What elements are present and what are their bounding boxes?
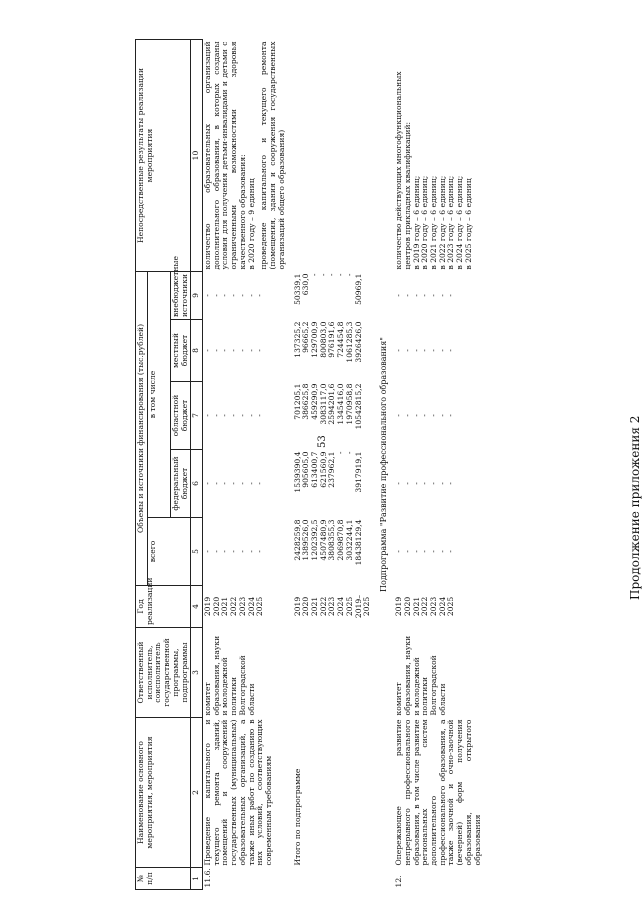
extrabudget-value: - bbox=[318, 273, 328, 277]
extrabudget-value: - bbox=[327, 273, 337, 277]
header-extrabudget: внебюджетные источники bbox=[170, 272, 190, 320]
measure-name: Проведение капитального и текущего ремонта зданий, помещений и сооружений государственных (муниципальных) образовательных организаций, а также иных работ по созданию в них условий, соответствующих современным требованиям bbox=[203, 719, 274, 866]
dash-cell: - - - - - - - bbox=[203, 414, 265, 417]
regional-value: 10542815,2 bbox=[353, 383, 363, 430]
result-a: количество образовательных организаций дополнительного образования, в которых созданы условия для получения детьми-инвалидами и детьми с ограниченными возможностями здоровья качественного образования: bbox=[203, 41, 247, 270]
regional-value: 386625,8 bbox=[301, 383, 311, 420]
header-num: № п/п bbox=[136, 868, 191, 890]
header-regional: областной бюджет bbox=[170, 382, 190, 450]
year: 2019 bbox=[394, 596, 404, 617]
result-intro: количество действующих многофункциональных центров прикладных квалификаций: bbox=[394, 71, 412, 270]
federal-value: 1539390,4 bbox=[292, 451, 302, 493]
year: 2021 bbox=[309, 596, 319, 617]
regional-value: 1345416,0 bbox=[336, 383, 346, 425]
extrabudget-value: - bbox=[309, 273, 319, 277]
funding-table bbox=[135, 39, 483, 890]
result-item: в 2025 году – 6 единиц bbox=[463, 178, 473, 270]
col-number: 1 bbox=[191, 868, 203, 890]
local-value: 3926426,0 bbox=[353, 321, 363, 363]
year: 2023 bbox=[327, 596, 337, 617]
year: 2019–2025 bbox=[353, 594, 372, 619]
federal-value: 3917919,1 bbox=[353, 451, 363, 493]
local-value: 976191,6 bbox=[327, 321, 337, 358]
result-item: в 2023 году – 6 единиц; bbox=[446, 175, 456, 270]
year: 2022 bbox=[229, 596, 239, 617]
header-federal: федеральный бюджет bbox=[170, 450, 190, 518]
col-number: 3 bbox=[191, 628, 203, 718]
local-value: 724454,8 bbox=[336, 321, 346, 358]
result-item: в 2021 году – 6 единиц; bbox=[429, 175, 439, 270]
total-value: 3032244,1 bbox=[344, 519, 354, 561]
col-number: 2 bbox=[191, 718, 203, 868]
year: 2019 bbox=[292, 596, 302, 617]
year: 2024 bbox=[246, 596, 256, 617]
year: 2021 bbox=[220, 596, 230, 617]
local-value: 129700,9 bbox=[309, 321, 319, 358]
total-value: 1202392,5 bbox=[309, 519, 319, 561]
col-number: 8 bbox=[191, 320, 203, 382]
appendix-continuation-title: Продолжение приложения 2 bbox=[628, 415, 642, 600]
total-value: 2428259,8 bbox=[292, 519, 302, 561]
result-a2: в 2020 году – 9 единиц bbox=[246, 178, 256, 270]
executor: комитет образования, науки и молодежной политики Волгоградской области bbox=[394, 635, 447, 716]
header-result: Непосредственные результаты реализации мероприятия bbox=[136, 40, 191, 272]
header-total: всего bbox=[147, 518, 191, 586]
result-b: проведение капитального и текущего ремонта (помещения, здания и сооружения государственных организаций общего образования) bbox=[259, 41, 286, 270]
year: 2020 bbox=[301, 596, 311, 617]
result-item: в 2022 году – 6 единиц; bbox=[437, 175, 447, 270]
federal-value: 613400,7 bbox=[309, 451, 319, 488]
header-local: местный бюджет bbox=[170, 320, 190, 382]
row-number: 11.6. bbox=[203, 868, 213, 888]
dash-cell: - - - - - - - bbox=[394, 414, 456, 417]
total-label: Итого по подпрограмме bbox=[292, 768, 302, 866]
funding-table-rotated bbox=[135, 40, 625, 890]
extrabudget-value: - bbox=[336, 273, 346, 277]
result-text bbox=[394, 40, 483, 272]
dash-cell: - - - - - - - bbox=[203, 294, 265, 297]
year: 2024 bbox=[336, 596, 346, 617]
dash-cell: - - - - - - - bbox=[394, 482, 456, 485]
col-number: 10 bbox=[191, 40, 203, 272]
result-item: в 2020 году – 6 единиц; bbox=[420, 175, 430, 270]
header-incl: в том числе bbox=[147, 272, 170, 518]
year: 2025 bbox=[446, 596, 456, 617]
year: 2019 bbox=[203, 596, 213, 617]
col-number: 7 bbox=[191, 382, 203, 450]
total-value: 3808355,3 bbox=[327, 519, 337, 561]
header-year: Год реализации bbox=[136, 586, 191, 628]
extrabudget-value: 50339,1 bbox=[292, 273, 302, 305]
extrabudget-value: 50969,1 bbox=[353, 273, 363, 305]
federal-value: - bbox=[336, 451, 346, 455]
total-value: 18438129,4 bbox=[353, 519, 363, 566]
local-value: 137325,2 bbox=[292, 321, 302, 358]
year: 2021 bbox=[411, 596, 421, 617]
row-number: 12. bbox=[394, 875, 404, 888]
regional-value: 459290,9 bbox=[309, 383, 319, 420]
col-number: 5 bbox=[191, 518, 203, 586]
result-item: в 2019 году – 6 единиц; bbox=[411, 175, 421, 270]
year: 2023 bbox=[429, 596, 439, 617]
subprogram-heading-row bbox=[373, 40, 394, 890]
regional-value: 1970958,8 bbox=[344, 383, 354, 425]
year: 2023 bbox=[237, 596, 247, 617]
local-value: 96665,2 bbox=[301, 321, 311, 353]
year: 2022 bbox=[420, 596, 430, 617]
dash-cell: - - - - - - - bbox=[203, 482, 265, 485]
executor: комитет образования, науки и молодежной политики Волгоградской области bbox=[203, 635, 256, 716]
total-value: 1389526,0 bbox=[301, 519, 311, 561]
extrabudget-value: 630,0 bbox=[301, 273, 311, 296]
col-number: 4 bbox=[191, 586, 203, 628]
dash-cell: - - - - - - - bbox=[394, 349, 456, 352]
result-text bbox=[203, 40, 288, 272]
page-number: 53 bbox=[317, 435, 328, 448]
year: 2024 bbox=[437, 596, 447, 617]
dash-cell: - - - - - - - bbox=[394, 294, 456, 297]
local-value: 1061285,3 bbox=[344, 321, 354, 363]
year: 2022 bbox=[318, 596, 328, 617]
table-row-11-6 bbox=[203, 40, 288, 890]
result-item: в 2024 году – 6 единиц; bbox=[455, 175, 465, 270]
year: 2025 bbox=[255, 596, 265, 617]
federal-value: 905605,0 bbox=[301, 451, 311, 488]
year: 2025 bbox=[344, 596, 354, 617]
federal-value: 621560,9 bbox=[318, 451, 328, 488]
local-value: 800803,0 bbox=[318, 321, 328, 358]
table-row-12 bbox=[394, 40, 483, 890]
regional-value: 701205,1 bbox=[292, 383, 302, 420]
header-executor: Ответственный исполнитель, соисполнитель государственной программы, подпрограммы bbox=[136, 628, 191, 718]
regional-value: 3083117,0 bbox=[318, 383, 328, 425]
header-funding: Объемы и источники финансирования (тыс.рублей) bbox=[136, 272, 148, 586]
col-number: 6 bbox=[191, 450, 203, 518]
dash-cell: - - - - - - - bbox=[394, 550, 456, 553]
subprogram-title: Подпрограмма "Развитие профессионального образования" bbox=[378, 337, 388, 592]
total-value: 2069870,8 bbox=[336, 519, 346, 561]
dash-cell: - - - - - - - bbox=[203, 550, 265, 553]
year: 2020 bbox=[211, 596, 221, 617]
federal-value: 237962,1 bbox=[327, 451, 337, 488]
year: 2020 bbox=[402, 596, 412, 617]
regional-value: 2594201,6 bbox=[327, 383, 337, 425]
extrabudget-value: - bbox=[344, 273, 354, 277]
dash-cell: - - - - - - - bbox=[203, 349, 265, 352]
header-name: Наименование основного мероприятия, мероприятия bbox=[136, 718, 191, 868]
table-row-total bbox=[288, 40, 373, 890]
measure-name: Опережающее развитие непрерывного профессионального образования, в том числе развитие региональных систем дополнительного профессионального образования, а также заочной и очно-заочной (вечерней) форм получения образования, открытого образования bbox=[394, 719, 482, 866]
federal-value: - bbox=[344, 451, 354, 455]
total-value: 4507480,9 bbox=[318, 519, 328, 561]
col-number: 9 bbox=[191, 272, 203, 320]
